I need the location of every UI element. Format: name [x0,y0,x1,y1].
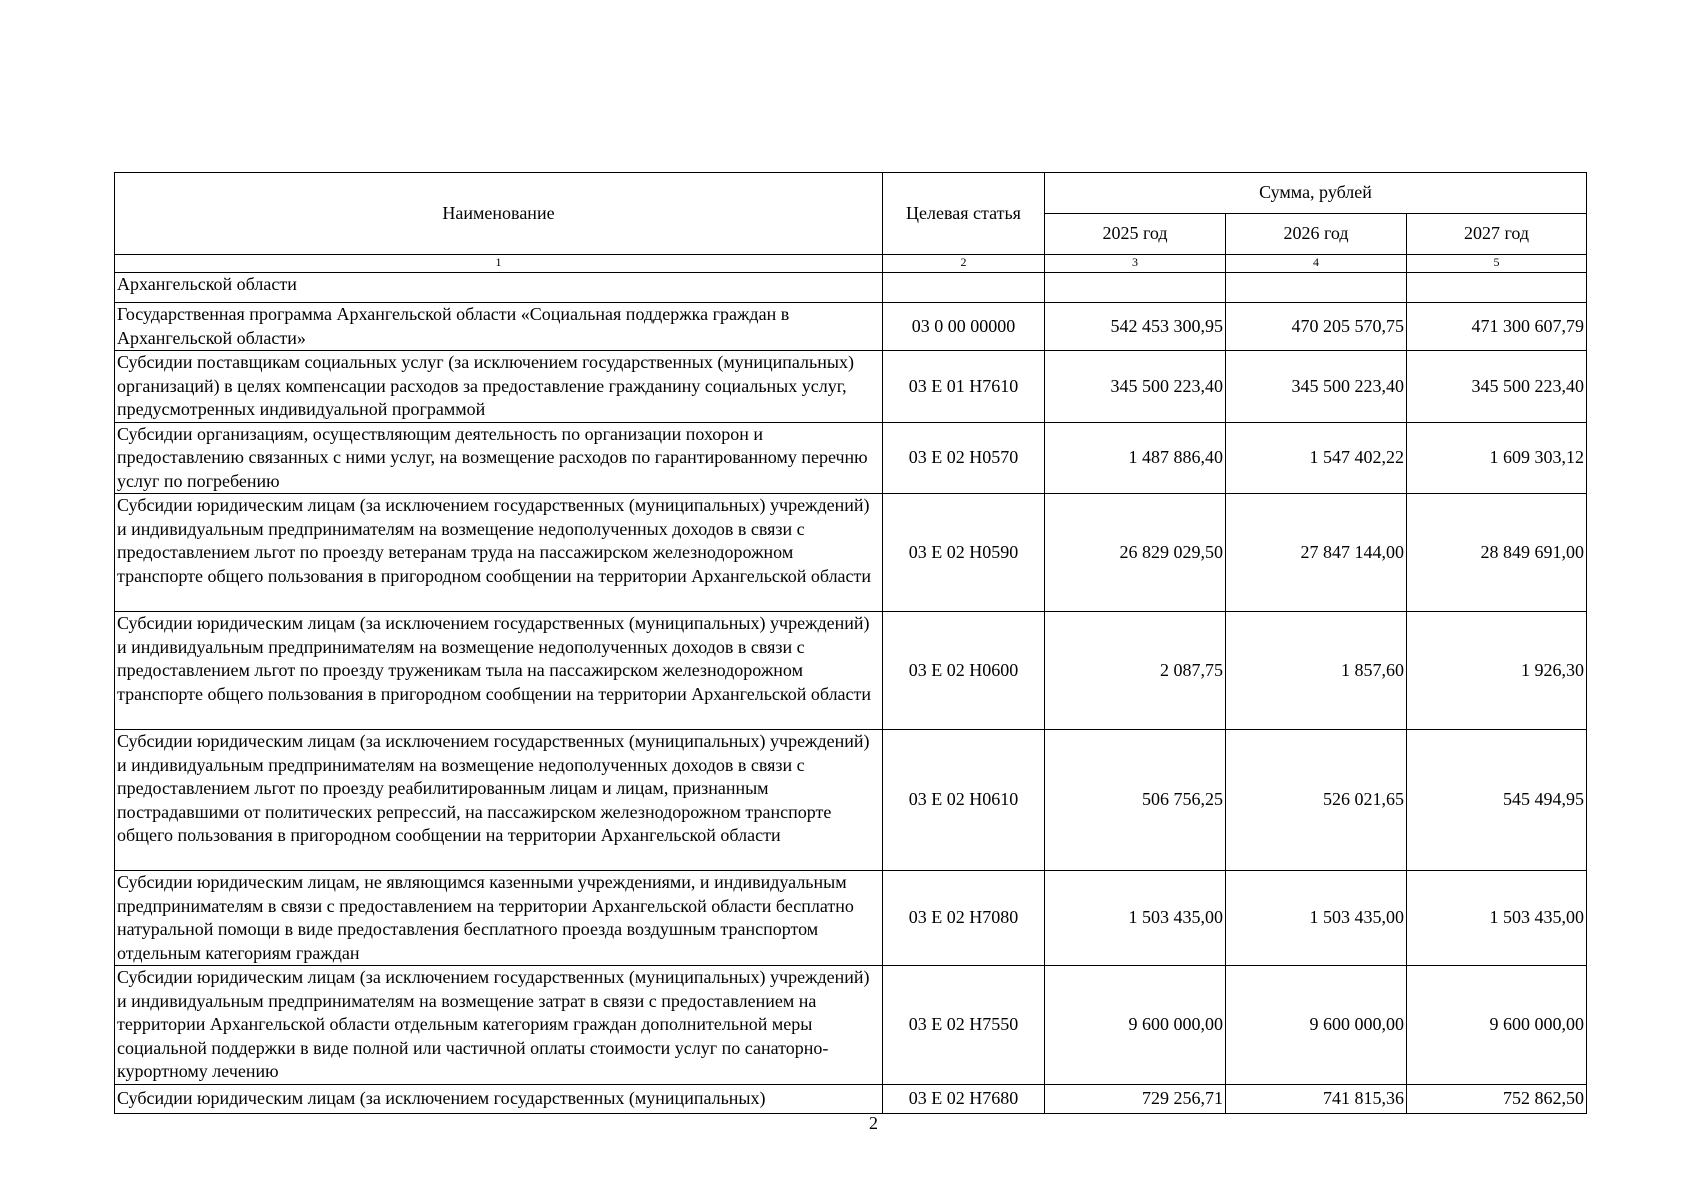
code-column-header: Целевая статья [883,173,1045,255]
row-amount-2026: 470 205 570,75 [1226,303,1407,351]
row-amount-2025: 542 453 300,95 [1045,303,1226,351]
row-name: Субсидии юридическим лицам (за исключением государственных (муниципальных) учреждений) и индивидуальным предпринимателям на возмещение недополученных доходов в связи с предоставлением льгот по проезду труженикам тыла на пассажирском железнодорожном транспорте общего пользования в пригородном сообщении на территории Архангельской области [115,612,883,730]
row-amount-2027: 471 300 607,79 [1407,303,1587,351]
row-amount-2027: 1 503 435,00 [1407,871,1587,966]
row-amount-2027: 752 862,50 [1407,1084,1587,1113]
row-amount-2026: 345 500 223,40 [1226,351,1407,423]
column-number: 2 [883,255,1045,273]
column-number: 4 [1226,255,1407,273]
row-amount-2027 [1407,273,1587,303]
row-code: 03 Е 02 Н0610 [883,730,1045,871]
row-amount-2025: 26 829 029,50 [1045,494,1226,612]
row-amount-2025: 9 600 000,00 [1045,966,1226,1085]
row-amount-2027: 545 494,95 [1407,730,1587,871]
name-column-header: Наименование [115,173,883,255]
row-amount-2026: 1 857,60 [1226,612,1407,730]
row-code: 03 Е 02 Н0600 [883,612,1045,730]
row-amount-2027: 1 926,30 [1407,612,1587,730]
row-name: Субсидии юридическим лицам (за исключением государственных (муниципальных) [115,1084,883,1113]
row-amount-2027: 345 500 223,40 [1407,351,1587,423]
year-2025-header: 2025 год [1045,214,1226,255]
column-number: 3 [1045,255,1226,273]
row-code [883,273,1045,303]
row-amount-2026: 741 815,36 [1226,1084,1407,1113]
row-amount-2027: 28 849 691,00 [1407,494,1587,612]
row-code: 03 Е 01 Н7610 [883,351,1045,423]
row-amount-2025: 1 487 886,40 [1045,422,1226,494]
row-amount-2025: 345 500 223,40 [1045,351,1226,423]
row-code: 03 Е 02 Н0590 [883,494,1045,612]
row-amount-2026: 1 547 402,22 [1226,422,1407,494]
table-row [115,494,1587,612]
header-row [115,173,1587,214]
row-amount-2025: 506 756,25 [1045,730,1226,871]
table-row [115,422,1587,494]
table-row [115,730,1587,871]
page-number: 2 [869,1113,878,1133]
row-name: Субсидии юридическим лицам (за исключением государственных (муниципальных) учреждений) и индивидуальным предпринимателям на возмещение затрат в связи с предоставлением на территории Архангельской области отдельным категориям граждан дополнительной меры социальной поддержки в виде полной или частичной оплаты стоимости услуг по санаторно-курортному лечению [115,966,883,1085]
row-amount-2027: 1 609 303,12 [1407,422,1587,494]
column-number: 1 [115,255,883,273]
row-amount-2026: 9 600 000,00 [1226,966,1407,1085]
row-code: 03 0 00 00000 [883,303,1045,351]
table-row [115,612,1587,730]
table-row [115,1084,1587,1113]
row-amount-2026 [1226,273,1407,303]
row-amount-2026: 1 503 435,00 [1226,871,1407,966]
row-name: Субсидии организациям, осуществляющим деятельность по организации похорон и предоставлению связанных с ними услуг, на возмещение расходов по гарантированному перечню услуг по погребению [115,422,883,494]
row-amount-2025: 2 087,75 [1045,612,1226,730]
row-code: 03 Е 02 Н0570 [883,422,1045,494]
row-amount-2025: 1 503 435,00 [1045,871,1226,966]
row-amount-2025: 729 256,71 [1045,1084,1226,1113]
row-code: 03 Е 02 Н7080 [883,871,1045,966]
sum-group-header: Сумма, рублей [1045,173,1587,214]
column-number-row [115,255,1587,273]
row-name: Государственная программа Архангельской области «Социальная поддержка граждан в Архангельской области» [115,303,883,351]
row-name: Субсидии юридическим лицам, не являющимся казенными учреждениями, и индивидуальным предпринимателям в связи с предоставлением на территории Архангельской области бесплатно натуральной помощи в виде предоставления бесплатного проезда воздушным транспортом отдельным категориям граждан [115,871,883,966]
year-2026-header: 2026 год [1226,214,1407,255]
row-amount-2026: 27 847 144,00 [1226,494,1407,612]
row-name: Архангельской области [115,273,883,303]
row-name: Субсидии юридическим лицам (за исключением государственных (муниципальных) учреждений) и индивидуальным предпринимателям на возмещение недополученных доходов в связи с предоставлением льгот по проезду реабилитированным лицам и лицам, признанным пострадавшими от политических репрессий, на пассажирском железнодорожном транспорте общего пользования в пригородном сообщении на территории Архангельской области [115,730,883,871]
row-name: Субсидии юридическим лицам (за исключением государственных (муниципальных) учреждений) и индивидуальным предпринимателям на возмещение недополученных доходов в связи с предоставлением льгот по проезду ветеранам труда на пассажирском железнодорожном транспорте общего пользования в пригородном сообщении на территории Архангельской области [115,494,883,612]
table-row [115,966,1587,1085]
row-code: 03 Е 02 Н7550 [883,966,1045,1085]
row-name: Субсидии поставщикам социальных услуг (за исключением государственных (муниципальных) организаций) в целях компенсации расходов за предоставление гражданину социальных услуг, предусмотренных индивидуальной программой [115,351,883,423]
year-2027-header: 2027 год [1407,214,1587,255]
column-number: 5 [1407,255,1587,273]
table-row [115,871,1587,966]
row-code: 03 Е 02 Н7680 [883,1084,1045,1113]
row-amount-2025 [1045,273,1226,303]
table-row [115,273,1587,303]
table-row [115,351,1587,423]
row-amount-2027: 9 600 000,00 [1407,966,1587,1085]
budget-table [114,172,1587,1114]
table-row [115,303,1587,351]
row-amount-2026: 526 021,65 [1226,730,1407,871]
